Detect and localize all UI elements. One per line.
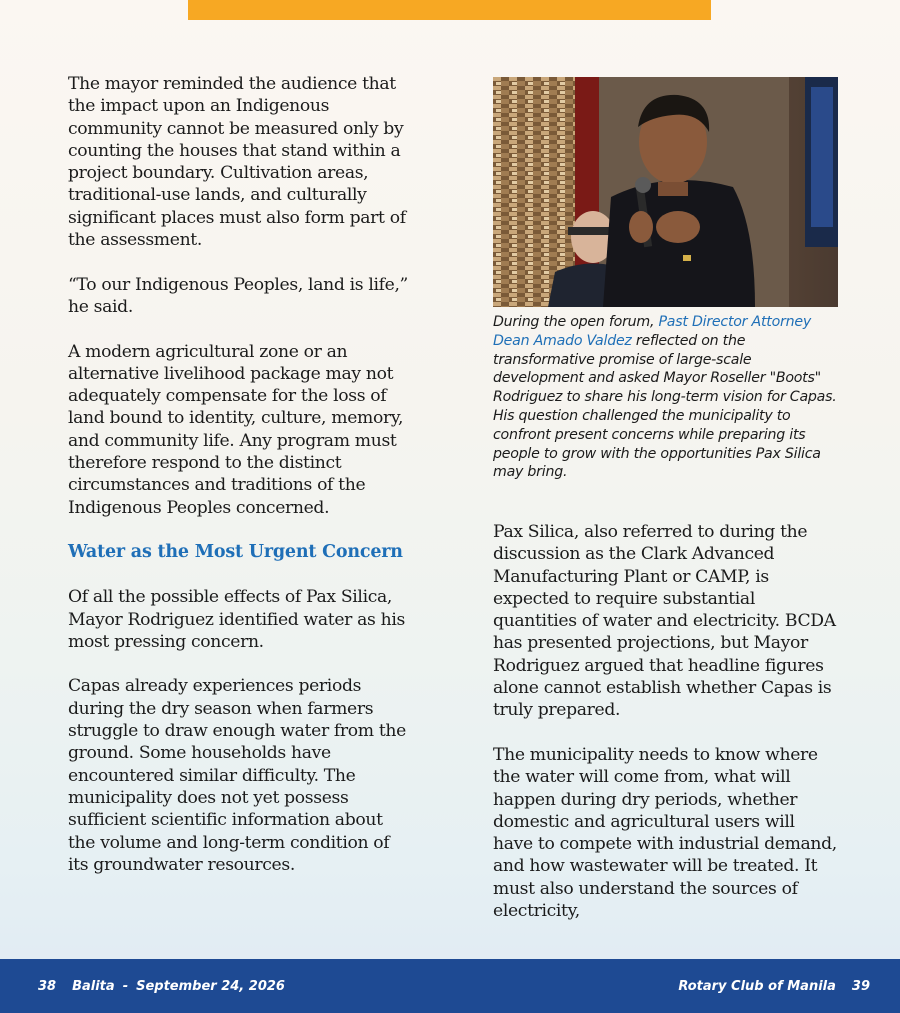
footer-right xyxy=(678,979,870,994)
quote-paragraph: “To our Indigenous Peoples, land is life,” he said. xyxy=(68,274,408,317)
right-column xyxy=(493,521,838,945)
speaker-photo xyxy=(493,77,838,307)
caption-text: During the open forum, xyxy=(493,314,659,330)
section-heading: Water as the Most Urgent Concern xyxy=(68,542,403,563)
footer-separator: - xyxy=(122,979,129,994)
paragraph: The municipality needs to know where the water will come from, what will happen during dry periods, whether domestic and agricultural users will have to compete with industrial demand, and how wastewater will be treated. It must also understand the sources of electricity, xyxy=(493,744,837,922)
paragraph: Of all the possible effects of Pax Silica, Mayor Rodriguez identified water as his most pressing concern. xyxy=(68,587,405,652)
caption-text: reflected on the transformative promise of large-scale development and asked Mayor Roseller "Boots" Rodriguez to share his long-term vision for Capas. His question challenged the municipality to confront present concerns while preparing its people to grow with the opportunities Pax Silica may bring. xyxy=(493,332,837,481)
top-accent-bar xyxy=(188,0,711,20)
left-column xyxy=(68,73,413,898)
photo-caption xyxy=(493,313,841,482)
club-name: Rotary Club of Manila xyxy=(678,979,836,994)
footer-left xyxy=(38,979,285,994)
caption-highlight-name: Past Director Attorney Dean Amado Valdez xyxy=(493,314,811,349)
paragraph: Pax Silica, also referred to during the discussion as the Clark Advanced Manufacturing Plant or CAMP, is expected to require substantial quantities of water and electricity. BCDA has presented projections, but Mayor Rodriguez argued that headline figures alone cannot establish whether Capas is truly prepared. xyxy=(493,522,836,721)
right-page-number: 39 xyxy=(851,979,870,994)
paragraph: Capas already experiences periods during the dry season when farmers struggle to draw enough water from the ground. Some households have encountered similar difficulty. The municipality does not yet possess sufficient scientific information about the volume and long-term condition of its groundwater resources. xyxy=(68,676,406,875)
page-footer xyxy=(0,959,900,1013)
paragraph: The mayor reminded the audience that the impact upon an Indigenous community cannot be measured only by counting the houses that stand within a project boundary. Cultivation areas, traditional-use lands, and culturally significant places must also form part of the assessment. xyxy=(68,74,406,251)
paragraph: A modern agricultural zone or an alternative livelihood package may not adequately compensate for the loss of land bound to identity, culture, memory, and community life. Any program must therefore respond to the distinct circumstances and traditions of the Indigenous Peoples concerned. xyxy=(68,341,404,518)
left-page-number: 38 xyxy=(38,979,57,994)
issue-date: September 24, 2026 xyxy=(136,979,285,994)
publication-name: Balita xyxy=(72,979,115,994)
